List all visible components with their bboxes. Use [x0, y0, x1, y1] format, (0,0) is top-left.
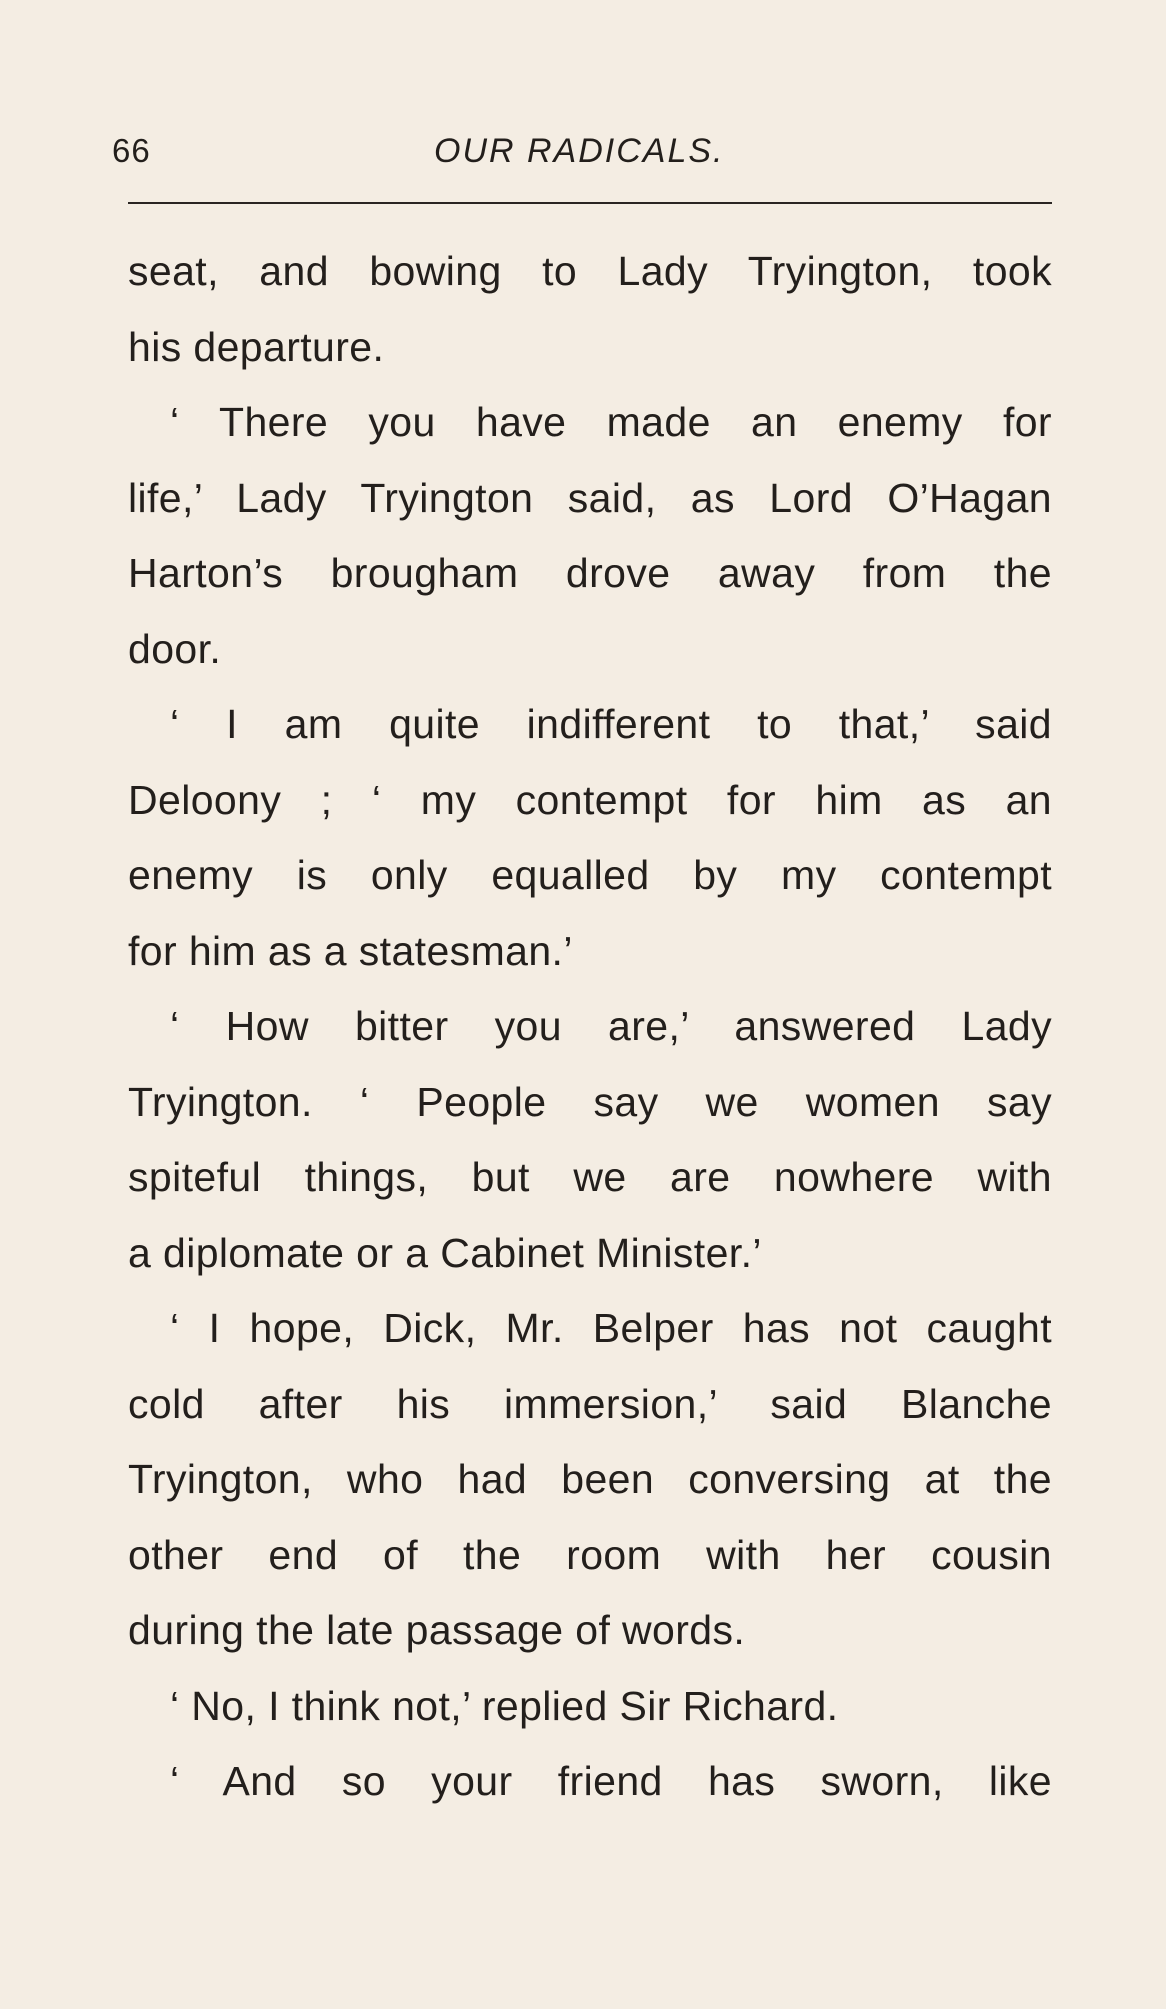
- text-line: a diplomate or a Cabinet Minister.’: [128, 1229, 762, 1276]
- text-line: spiteful things, but we are nowhere with: [128, 1154, 1052, 1200]
- text-line: for him as a statesman.’: [128, 927, 573, 974]
- text-line: ‘ And so your friend has sworn, like: [170, 1758, 1052, 1804]
- text-line: Harton’s brougham drove away from the: [128, 550, 1052, 596]
- text-line: enemy is only equalled by my contempt: [128, 852, 1052, 898]
- running-head: [112, 132, 1056, 182]
- header-rule: [128, 202, 1052, 204]
- text-line: cold after his immersion,’ said Blanche: [128, 1380, 1052, 1427]
- text-line: seat, and bowing to Lady Tryington, took: [128, 248, 1052, 294]
- text-line: Tryington. ‘ People say we women say: [128, 1078, 1052, 1125]
- text-line: life,’ Lady Tryington said, as Lord O’Hagan: [128, 474, 1052, 521]
- running-title: OUR RADICALS.: [434, 132, 725, 170]
- page-number: 66: [112, 132, 151, 169]
- text-line: ‘ I hope, Dick, Mr. Belper has not caught: [170, 1305, 1052, 1351]
- text-line: ‘ No, I think not,’ replied Sir Richard.: [170, 1682, 839, 1729]
- text-line: during the late passage of words.: [128, 1607, 746, 1653]
- text-line: Tryington, who had been conversing at the: [128, 1456, 1052, 1502]
- text-line: ‘ There you have made an enemy for: [170, 399, 1052, 445]
- text-line: ‘ I am quite indifferent to that,’ said: [170, 701, 1052, 747]
- text-line: other end of the room with her cousin: [128, 1531, 1052, 1578]
- body-text: [128, 234, 1052, 1820]
- text-line: door.: [128, 625, 222, 672]
- text-line: ‘ How bitter you are,’ answered Lady: [170, 1003, 1052, 1049]
- text-line: his departure.: [128, 323, 385, 370]
- text-line: Deloony ; ‘ my contempt for him as an: [128, 776, 1052, 823]
